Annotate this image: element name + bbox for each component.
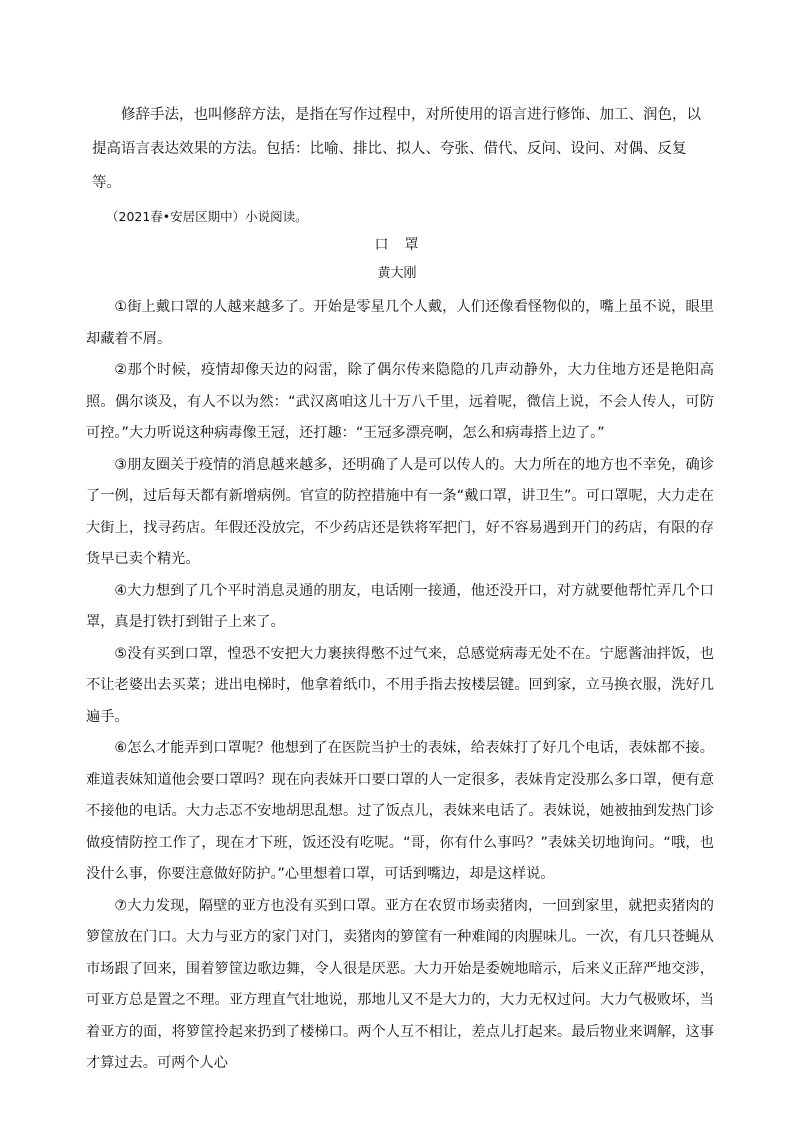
story-paragraph: ⑦大力发现，隔壁的亚方也没有买到口罩。亚方在农贸市场卖猪肉，一回到家里，就把卖猪肉的箩筐放在门口。大力与亚方的家门对门，卖猪肉的箩筐有一种难闻的肉腥味儿。一次，有几只苍蝇从市场跟了回来，围着箩筐边歌边舞，令人很是厌恶。大力开始是委婉地暗示，后来义正辞严地交涉，可亚方总是置之不理。亚方理直气壮地说，那地儿又不是大力的，大力无权过问。大力气极败坏，当着亚方的面，将箩筐拎起来扔到了楼梯口。两个人互不相让，差点儿打起来。最后物业来调解，这事才算过去。可两个人心 — [86, 897, 714, 1071]
story-paragraph: ①街上戴口罩的人越来越多了。开始是零星几个人戴，人们还像看怪物似的，嘴上虽不说，眼里却藏着不屑。 — [86, 299, 714, 347]
story-paragraph: ②那个时候，疫情却像天边的闷雷，除了偶尔传来隐隐的几声动静外，大力住地方还是艳阳高照。偶尔谈及，有人不以为然：“武汉离咱这儿十万八千里，远着呢，微信上说，不会人传人，可防可控。”大力听说这种病毒像王冠，还打趣：“王冠多漂亮啊，怎么和病毒搭上边了。” — [86, 362, 714, 441]
story-paragraph: ④大力想到了几个平时消息灵通的朋友，电话刚一接通，他还没开口，对方就要他帮忙弄几个口罩，真是打铁打到钳子上来了。 — [86, 582, 714, 630]
story-paragraph: ⑥怎么才能弄到口罩呢？他想到了在医院当护士的表妹，给表妹打了好几个电话，表妹都不接。难道表妹知道他会要口罩吗？现在向表妹开口要口罩的人一定很多，表妹肯定没那么多口罩，便有意不接他的电话。大力忐忑不安地胡思乱想。过了饭点儿，表妹来电话了。表妹说，她被抽到发热门诊做疫情防控工作了，现在才下班，饭还没有吃呢。“哥，你有什么事吗？”表妹关切地询问。“哦，也没什么事，你要注意做好防护。”心里想着口罩，可话到嘴边，却是这样说。 — [86, 740, 714, 882]
story-title: 口 罩 — [374, 237, 420, 253]
question-source: （2021春•安居区期中）小说阅读。 — [106, 209, 308, 224]
intro-paragraph: 修辞手法，也叫修辞方法，是指在写作过程中，对所使用的语言进行修饰、加工、润色，以提高语言表达效果的方法。包括：比喻、排比、拟人、夸张、借代、反问、设问、对偶、反复等。 — [92, 107, 701, 191]
story-author: 黄大刚 — [377, 266, 417, 281]
story-paragraph: ⑤没有买到口罩，惶恐不安把大力裹挟得憋不过气来，总感觉病毒无处不在。宁愿酱油拌饭，也不让老婆出去买菜；进出电梯时，他拿着纸巾，不用手指去按楼层键。回到家，立马换衣服，洗好几遍手。 — [86, 645, 714, 725]
story-body — [86, 292, 714, 1080]
story-paragraph: ③朋友圈关于疫情的消息越来越多，还明确了人是可以传人的。大力所在的地方也不幸免，确诊了一例，过后每天都有新增病例。官宣的防控措施中有一条“戴口罩，讲卫生”。可口罩呢，大力走在大街上，找寻药店。年假还没放完，不少药店还是铁将军把门，好不容易遇到开门的药店，有限的存货早已卖个精光。 — [86, 456, 714, 567]
